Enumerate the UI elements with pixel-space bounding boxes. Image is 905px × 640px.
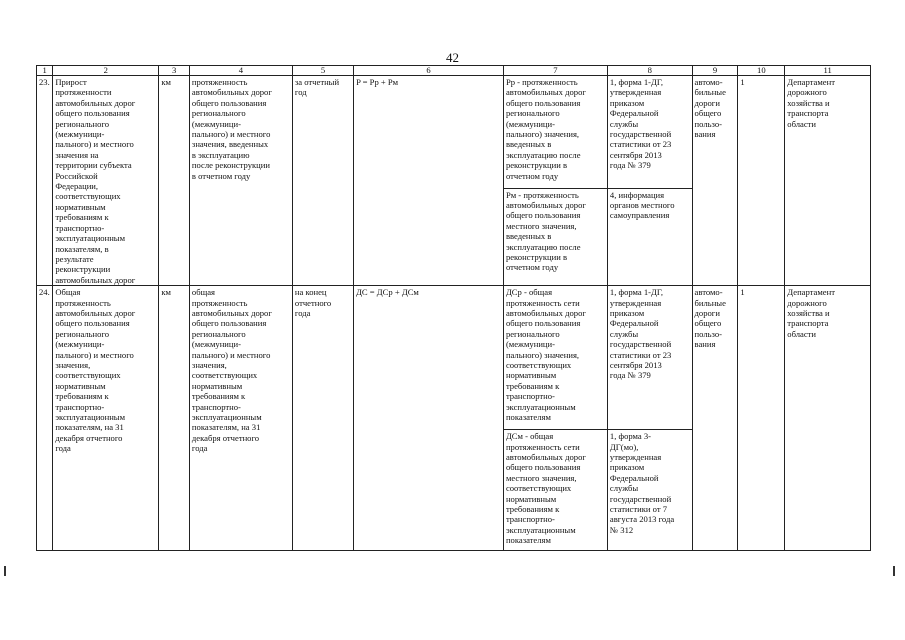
component-source: 1, форма 1-ДГ, утвержденная приказом Федеральной службы государственной статистики от 23 сентября 2013 года № 379: [607, 76, 692, 189]
responsible-body: Департамент дорожного хозяйства и транспорта области: [785, 286, 871, 551]
period: на конец отчетного года: [292, 286, 353, 551]
unit: км: [159, 76, 190, 286]
column-number: 10: [738, 66, 785, 76]
object-type: автомо- бильные дороги общего пользо- вания: [692, 76, 738, 286]
indicator-definition: протяженность автомобильных дорог общего пользования регионального (межмуници- пального) и местного значения, введенных в эксплуатацию после реконструкции в отчетном году: [189, 76, 292, 286]
formula: P = Pp + Pм: [354, 76, 504, 286]
column-number: 2: [53, 66, 159, 76]
page-number: 42: [446, 50, 459, 65]
component-source: 4, информация органов местного самоуправления: [607, 188, 692, 286]
component-description: ДСр - общая протяженность сети автомобильных дорог общего пользования регионального (межмуници- пального) значения, соответствующих нормативным требованиям к транспортно- эксплуатационным показателям: [503, 286, 607, 430]
column-number: 5: [292, 66, 353, 76]
table-row: [37, 76, 871, 189]
indicator-name: Общая протяженность автомобильных дорог общего пользования регионального (межмуници- пального) и местного значения, соответствующих нормативным требованиям к транспортно- эксплуатационным показателям, на 31 декабря отчетного года: [53, 286, 159, 551]
column-number: 7: [503, 66, 607, 76]
column-number: 3: [159, 66, 190, 76]
indicator-definition: общая протяженность автомобильных дорог общего пользования регионального (межмуници- пального) и местного значения, соответствующих нормативным требованиям к транспортно- эксплуатационным показателям, на 31 декабря отчетного года: [189, 286, 292, 551]
object-type: автомо- бильные дороги общего пользо- вания: [692, 286, 738, 551]
column-10-value: 1: [738, 286, 785, 551]
column-10-value: 1: [738, 76, 785, 286]
column-number: 6: [354, 66, 504, 76]
scan-margin-mark: [4, 566, 6, 576]
indicator-table: [36, 65, 871, 551]
column-number-row: [37, 66, 871, 76]
formula: ДС = ДСр + ДСм: [354, 286, 504, 551]
component-description: ДСм - общая протяженность сети автомобильных дорог общего пользования местного значения, соответствующих нормативным требованиям к транспортно- эксплуатационным показателям: [503, 430, 607, 551]
row-number: 23.: [37, 76, 53, 286]
column-number: 1: [37, 66, 53, 76]
column-number: 4: [189, 66, 292, 76]
column-number: 11: [785, 66, 871, 76]
column-number: 9: [692, 66, 738, 76]
unit: км: [159, 286, 190, 551]
component-source: 1, форма 1-ДГ, утвержденная приказом Федеральной службы государственной статистики от 23 сентября 2013 года № 379: [607, 286, 692, 430]
table-row: [37, 286, 871, 430]
period: за отчетный год: [292, 76, 353, 286]
component-description: Pм - протяженность автомобильных дорог общего пользования местного значения, введенных в эксплуатацию после реконструкции в отчетном году: [503, 188, 607, 286]
scan-margin-mark: [893, 566, 895, 576]
column-number: 8: [607, 66, 692, 76]
responsible-body: Департамент дорожного хозяйства и транспорта области: [785, 76, 871, 286]
component-source: 1, форма 3- ДГ(мо), утвержденная приказом Федеральной службы государственной статистики от 7 августа 2013 года № 312: [607, 430, 692, 551]
component-description: Pp - протяженность автомобильных дорог общего пользования регионального (межмуници- пального) значения, введенных в эксплуатацию после реконструкции в отчетном году: [503, 76, 607, 189]
row-number: 24.: [37, 286, 53, 551]
indicator-name: Прирост протяженности автомобильных дорог общего пользования регионального (межмуници- пального) и местного значения на территории субъекта Российской Федерации, соответствующих нормативным требованиям к транспортно- эксплуатационным показателям, в результате реконструкции автомобильных дорог: [53, 76, 159, 286]
